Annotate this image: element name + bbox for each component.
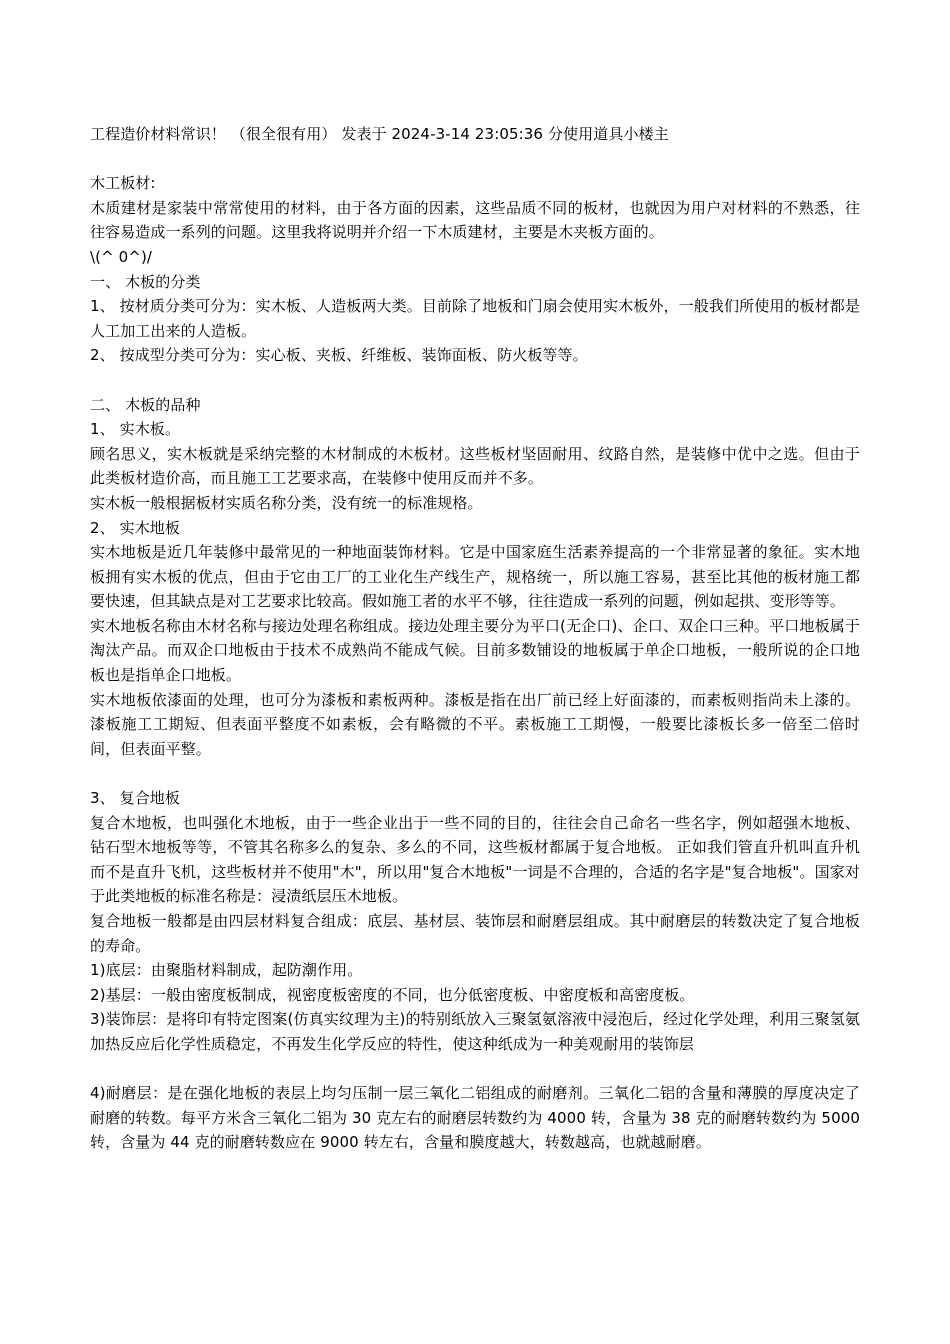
paragraph: 实木地板是近几年装修中最常见的一种地面装饰材料。它是中国家庭生活素养提高的一个非常显著的象征。实木地板拥有实木板的优点，但由于它由工厂的工业化生产线生产，规格统一，所以施工容易，甚至比其他的板材施工都要快速，但其缺点是对工艺要求比较高。假如施工者的水平不够，往往造成一系列的问题，例如起拱、变形等等。 — [90, 543, 860, 611]
blank-line — [90, 368, 860, 393]
paragraph: 2、 实木地板 — [90, 518, 181, 537]
paragraph: \(^ 0^)/ — [90, 247, 153, 266]
paragraph: 实木地板名称由木材名称与接边处理名称组成。接边处理主要分为平口(无企口)、企口、双企口三种。平口地板属于淘汰产品。而双企口地板由于技术不成熟尚不能成气候。目前多数铺设的地板属于单企口地板，一般所说的企口地板也是指单企口地板。 — [90, 616, 860, 685]
paragraph: 2)基层：一般由密度板制成，视密度板密度的不同，也分低密度板、中密度板和高密度板。 — [90, 985, 695, 1004]
blank-line — [90, 147, 860, 172]
paragraph: 一、 木板的分类 — [90, 272, 201, 291]
paragraph: 木质建材是家装中常常使用的材料，由于各方面的因素，这些品质不同的板材，也就因为用户对材料的不熟悉，往往容易造成一系列的问题。这里我将说明并介绍一下木质建材，主要是木夹板方面的。 — [90, 198, 860, 242]
paragraph: 4)耐磨层：是在强化地板的表层上均匀压制一层三氧化二铝组成的耐磨剂。三氧化二铝的含量和薄膜的厚度决定了耐磨的转数。每平方米含三氧化二铝为 30 克左右的耐磨层转数约为 4000 转，含量为 38 克的耐磨转数约为 5000 转，含量为 44 克的耐磨转数应在 9000 转左右，含量和膜度越大，转数越高，也就越耐磨。 — [90, 1084, 865, 1152]
paragraph: 实木地板依漆面的处理，也可分为漆板和素板两种。漆板是指在出厂前已经上好面漆的，而素板则指尚未上漆的。漆板施工工期短、但表面平整度不如素板，会有略微的不平。素板施工工期慢，一般要比漆板长多一倍至二倍时间，但表面平整。 — [90, 690, 860, 758]
paragraph: 木工板材: — [90, 174, 156, 193]
document-page — [90, 122, 865, 1155]
paragraph: 实木板一般根据板材实质名称分类，没有统一的标准规格。 — [90, 493, 483, 512]
paragraph: 3、 复合地板 — [90, 789, 181, 808]
paragraph: 复合地板一般都是由四层材料复合组成：底层、基材层、装饰层和耐磨层组成。其中耐磨层的转数决定了复合地板的寿命。 — [90, 912, 860, 955]
paragraph: 复合木地板，也叫强化木地板，由于一些企业出于一些不同的目的，往往会自己命名一些名字，例如超强木地板、钻石型木地板等等，不管其名称多么的复杂、多么的不同，这些板材都属于复合地板。 正如我们管直升机叫直升机而不是直升飞机，这些板材并不使用"木"，所以用"复合木地板"一词是不合理的，合适的名字是"复合地板"。国家对于此类地板的标准名称是：浸渍纸层压木地板。 — [90, 813, 860, 906]
document-body — [90, 147, 865, 1155]
paragraph: 2、 按成型分类可分为：实心板、夹板、纤维板、装饰面板、防火板等等。 — [90, 346, 588, 365]
paragraph: 二、 木板的品种 — [90, 395, 201, 414]
paragraph: 顾名思义，实木板就是采纳完整的木材制成的木板材。这些板材坚固耐用、纹路自然，是装修中优中之选。但由于此类板材造价高，而且施工工艺要求高，在装修中使用反而并不多。 — [90, 444, 860, 488]
paragraph: 1)底层：由聚脂材料制成，起防潮作用。 — [90, 961, 363, 980]
blank-line — [90, 1057, 860, 1082]
paragraph: 1、 按材质分类可分为：实木板、人造板两大类。目前除了地板和门扇会使用实木板外，一般我们所使用的板材都是人工加工出来的人造板。 — [90, 297, 860, 340]
blank-line — [90, 761, 860, 786]
document-header: 工程造价材料常识！ （很全很有用） 发表于 2024-3-14 23:05:36 分使用道具小楼主 — [90, 125, 669, 143]
paragraph: 1、 实木板。 — [90, 420, 181, 439]
paragraph: 3)装饰层：是将印有特定图案(仿真实纹理为主)的特别纸放入三聚氢氨溶液中浸泡后，经过化学处理，利用三聚氢氨加热反应后化学性质稳定，不再发生化学反应的特性，使这种纸成为一种美观耐用的装饰层 — [90, 1010, 860, 1053]
